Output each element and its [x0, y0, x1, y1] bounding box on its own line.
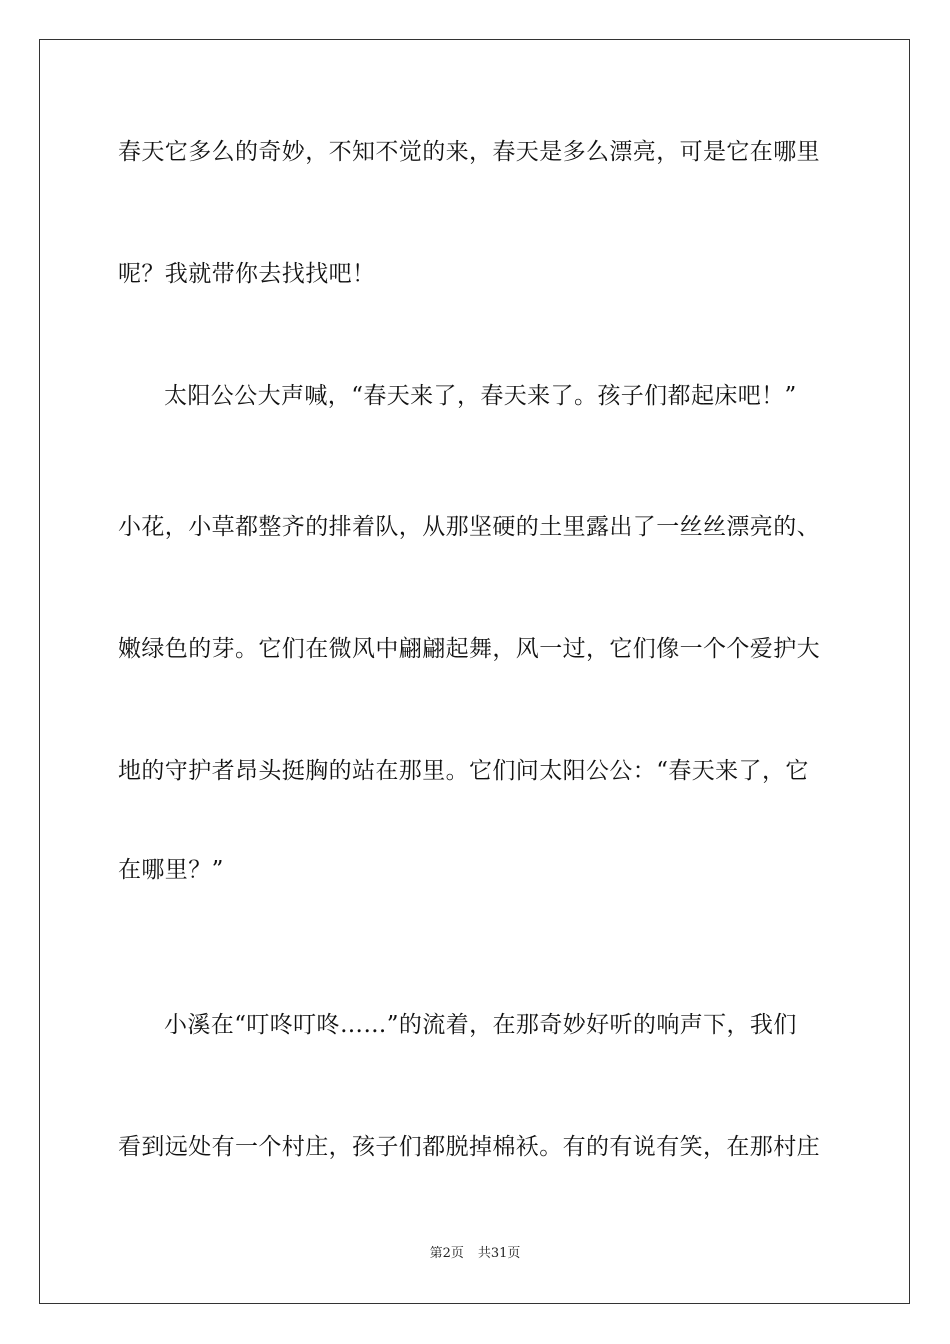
text-line: 呢？我就带你去找找吧！: [118, 261, 376, 287]
total-pages: 共31页: [477, 1246, 521, 1261]
page-number: 第2页: [429, 1246, 464, 1261]
text-line: 在哪里？”: [118, 857, 224, 883]
text-line: 嫩绿色的芽。它们在微风中翩翩起舞，风一过，它们像一个个爱护大: [118, 636, 820, 662]
text-line: 地的守护者昂头挺胸的站在那里。它们问太阳公公：“春天来了，它: [118, 758, 809, 784]
page-border: [39, 39, 910, 1304]
text-line: 小花，小草都整齐的排着队，从那坚硬的土里露出了一丝丝漂亮的、: [118, 514, 820, 540]
text-line: 春天它多么的奇妙，不知不觉的来，春天是多么漂亮，可是它在哪里: [118, 139, 820, 165]
paragraph-start-line: 太阳公公大声喊，“春天来了，春天来了。孩子们都起床吧！”: [164, 383, 797, 409]
paragraph-start-line: 小溪在“叮咚叮咚……”的流着，在那奇妙好听的响声下，我们: [164, 1012, 797, 1038]
text-line: 看到远处有一个村庄，孩子们都脱掉棉袄。有的有说有笑，在那村庄: [118, 1134, 820, 1160]
page-footer: [0, 1246, 950, 1262]
